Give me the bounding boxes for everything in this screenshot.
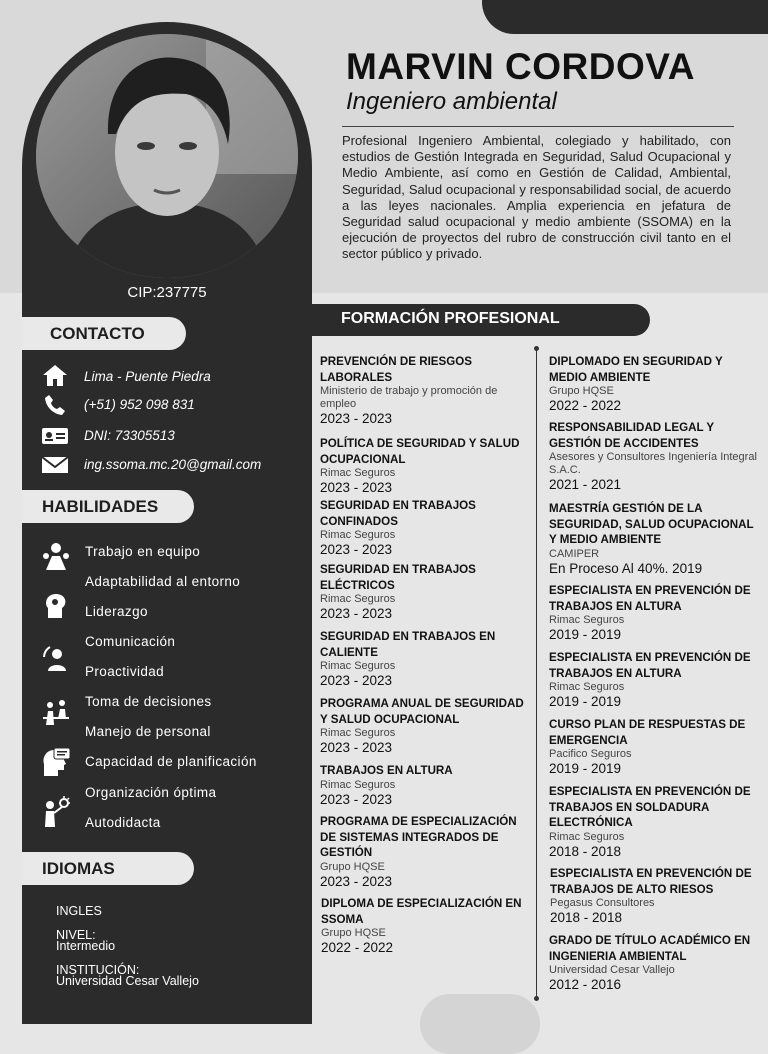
skills-section-title: HABILIDADES (22, 490, 194, 523)
entry-title: SEGURIDAD EN TRABAJOS CONFINADOS (320, 499, 476, 528)
entry-dates: 2019 - 2019 (549, 627, 622, 642)
entry-title: ESPECIALISTA EN PREVENCIÓN DE TRABAJOS EN ALTURA (549, 584, 751, 613)
entry-institution: Rimac Seguros (320, 660, 396, 672)
formation-entry (320, 814, 532, 889)
entry-dates: 2019 - 2019 (549, 761, 622, 776)
leadership-icon (40, 590, 72, 622)
skill-item: Toma de decisiones (85, 694, 212, 709)
entry-title: PREVENCIÓN DE RIESGOS LABORALES (320, 355, 473, 384)
entry-dates: 2022 - 2022 (549, 398, 622, 413)
decision-icon (40, 697, 72, 729)
entry-dates: 2023 - 2023 (320, 480, 393, 495)
cip-number: CIP:237775 (127, 284, 207, 301)
skill-item: Manejo de personal (85, 724, 211, 739)
entry-title: TRABAJOS EN ALTURA (320, 764, 453, 777)
entry-institution: Pacifico Seguros (549, 748, 632, 760)
entry-dates: 2018 - 2018 (549, 843, 622, 859)
entry-title: PROGRAMA DE ESPECIALIZACIÓN DE SISTEMAS INTEGRADOS DE GESTIÓN (320, 815, 517, 859)
entry-dates: 2018 - 2018 (550, 910, 623, 925)
entry-dates: 2012 - 2016 (549, 977, 622, 992)
entry-institution: Universidad Cesar Vallejo (549, 964, 675, 976)
entry-institution: Pegasus Consultores (550, 897, 655, 909)
skill-item: Organización óptima (85, 785, 217, 800)
language-level: Intermedio (56, 939, 116, 953)
contact-dni: DNI: 73305513 (84, 428, 175, 443)
entry-dates: 2023 - 2023 (320, 740, 393, 755)
entry-dates: 2023 - 2023 (320, 411, 393, 426)
formation-entry (320, 562, 532, 621)
candidate-role: Ingeniero ambiental (346, 88, 557, 115)
entry-institution: Asesores y Consultores Ingeniería Integral S.A.C. (549, 451, 757, 476)
entry-dates: 2023 - 2023 (320, 791, 393, 807)
formation-entry (321, 896, 533, 955)
contact-location: Lima - Puente Piedra (84, 369, 211, 384)
entry-institution: Grupo HQSE (321, 927, 386, 939)
formation-entry (550, 866, 762, 925)
communication-icon (40, 643, 72, 675)
formation-section-title: FORMACIÓN PROFESIONAL (312, 304, 650, 336)
phone-icon (40, 393, 70, 417)
entry-title: MAESTRÍA GESTIÓN DE LA SEGURIDAD, SALUD OCUPACIONAL Y MEDIO AMBIENTE (549, 502, 754, 546)
entry-institution: Rimac Seguros (320, 467, 396, 479)
entry-title: ESPECIALISTA EN PREVENCIÓN DE TRABAJOS DE ALTO RIESOS (550, 867, 752, 896)
formation-entry (549, 354, 761, 413)
skill-item: Proactividad (85, 664, 165, 679)
entry-title: POLÍTICA DE SEGURIDAD Y SALUD OCUPACIONAL (320, 437, 520, 466)
skill-item: Trabajo en equipo (85, 544, 201, 559)
formation-entry (549, 420, 761, 492)
languages-section-title: IDIOMAS (22, 852, 194, 885)
language-institution: Universidad Cesar Vallejo (56, 974, 199, 988)
skill-item: Adaptabilidad al entorno (85, 574, 241, 589)
entry-title: PROGRAMA ANUAL DE SEGURIDAD Y SALUD OCUPACIONAL (320, 697, 524, 726)
formation-entry (320, 436, 532, 495)
formation-entry (549, 501, 761, 576)
decorative-bottom-shape (420, 994, 540, 1054)
entry-dates: 2021 - 2021 (549, 477, 622, 492)
entry-institution: Rimac Seguros (549, 614, 625, 626)
entry-institution: Rimac Seguros (549, 830, 625, 843)
entry-title: GRADO DE TÍTULO ACADÉMICO EN INGENIERIA AMBIENTAL (549, 934, 751, 963)
skill-item: Capacidad de planificación (85, 754, 257, 769)
entry-institution: Rimac Seguros (320, 778, 396, 791)
skill-item: Autodidacta (85, 815, 161, 830)
skill-item: Comunicación (85, 634, 176, 649)
timeline-end-dot (534, 996, 539, 1001)
formation-entry (549, 933, 761, 992)
contact-email[interactable]: ing.ssoma.mc.20@gmail.com (84, 457, 262, 472)
entry-title: ESPECIALISTA EN PREVENCIÓN DE TRABAJOS EN ALTURA (549, 651, 751, 680)
entry-title: SEGURIDAD EN TRABAJOS ELÉCTRICOS (320, 563, 476, 592)
entry-institution: Rimac Seguros (320, 727, 396, 739)
contact-phone: (+51) 952 098 831 (84, 397, 195, 412)
formation-entry (549, 717, 761, 776)
entry-dates: 2022 - 2022 (321, 940, 394, 955)
contact-dni-row (40, 423, 70, 449)
skill-item: Liderazgo (85, 604, 148, 619)
entry-title: CURSO PLAN DE RESPUESTAS DE EMERGENCIA (549, 718, 746, 747)
entry-title: SEGURIDAD EN TRABAJOS EN CALIENTE (320, 630, 496, 659)
profile-photo (36, 34, 298, 278)
formation-entry (549, 650, 761, 709)
contact-phone-row (40, 392, 70, 418)
entry-institution: CAMIPER (549, 547, 600, 560)
contact-email-row (40, 452, 70, 478)
timeline-line (536, 348, 537, 1000)
entry-institution: Grupo HQSE (549, 385, 614, 397)
entry-institution: Rimac Seguros (320, 593, 396, 605)
formation-entry (320, 498, 532, 557)
decorative-corner-shape (482, 0, 768, 34)
entry-dates: 2023 - 2023 (320, 542, 393, 557)
profile-photo-image (36, 34, 298, 278)
mail-icon (40, 453, 70, 477)
formation-entry (320, 763, 532, 807)
entry-dates: 2019 - 2019 (549, 694, 622, 709)
formation-entry (549, 583, 761, 642)
entry-institution: Ministerio de trabajo y promoción de empleo (320, 385, 498, 410)
planning-icon (40, 746, 72, 778)
entry-institution: Rimac Seguros (320, 529, 396, 541)
language-name: INGLES (56, 904, 102, 918)
formation-entry (549, 784, 761, 859)
entry-title: DIPLOMA DE ESPECIALIZACIÓN EN SSOMA (321, 897, 522, 926)
entry-dates: 2023 - 2023 (320, 673, 393, 688)
entry-title: RESPONSABILIDAD LEGAL Y GESTIÓN DE ACCIDENTES (549, 421, 714, 450)
profile-summary: Profesional Ingeniero Ambiental, colegiado y habilitado, con estudios de Gestión Integrada en Seguridad, Salud Ocupacional y Medio Ambiente, así como en Gestión de Calidad, Ambiental, Seguridad, Salud ocupacional y responsabilidad social, de acuerdo a las leyes nacionales. Amplia experiencia en jefatura de Seguridad salud ocupacional y medio ambiente (SSOMA) en la ejecución de proyectos del rubro de construcción civil tanto en el sector público y privado. (342, 133, 731, 262)
entry-dates: 2023 - 2023 (320, 606, 393, 621)
entry-institution: Rimac Seguros (549, 681, 625, 693)
self-learning-icon (40, 795, 72, 827)
entry-title: DIPLOMADO EN SEGURIDAD Y MEDIO AMBIENTE (549, 355, 723, 384)
formation-entry (320, 354, 532, 426)
teamwork-icon (40, 540, 72, 572)
formation-entry (320, 696, 532, 755)
entry-dates: 2023 - 2023 (320, 873, 393, 889)
language-institution-label: INSTITUCIÓN: (56, 963, 140, 977)
entry-title: ESPECIALISTA EN PREVENCIÓN DE TRABAJOS EN SOLDADURA ELECTRÓNICA (549, 785, 751, 829)
entry-dates: En Proceso Al 40%. 2019 (549, 560, 703, 576)
candidate-name: MARVIN CORDOVA (346, 46, 695, 87)
id-card-icon (40, 424, 70, 448)
header-divider (342, 126, 734, 127)
timeline-start-dot (534, 346, 539, 351)
home-icon (40, 363, 70, 387)
contact-location-row (40, 362, 70, 388)
entry-institution: Grupo HQSE (320, 860, 385, 873)
language-level-label: NIVEL: (56, 928, 96, 942)
formation-entry (320, 629, 532, 688)
contact-section-title: CONTACTO (22, 317, 186, 350)
